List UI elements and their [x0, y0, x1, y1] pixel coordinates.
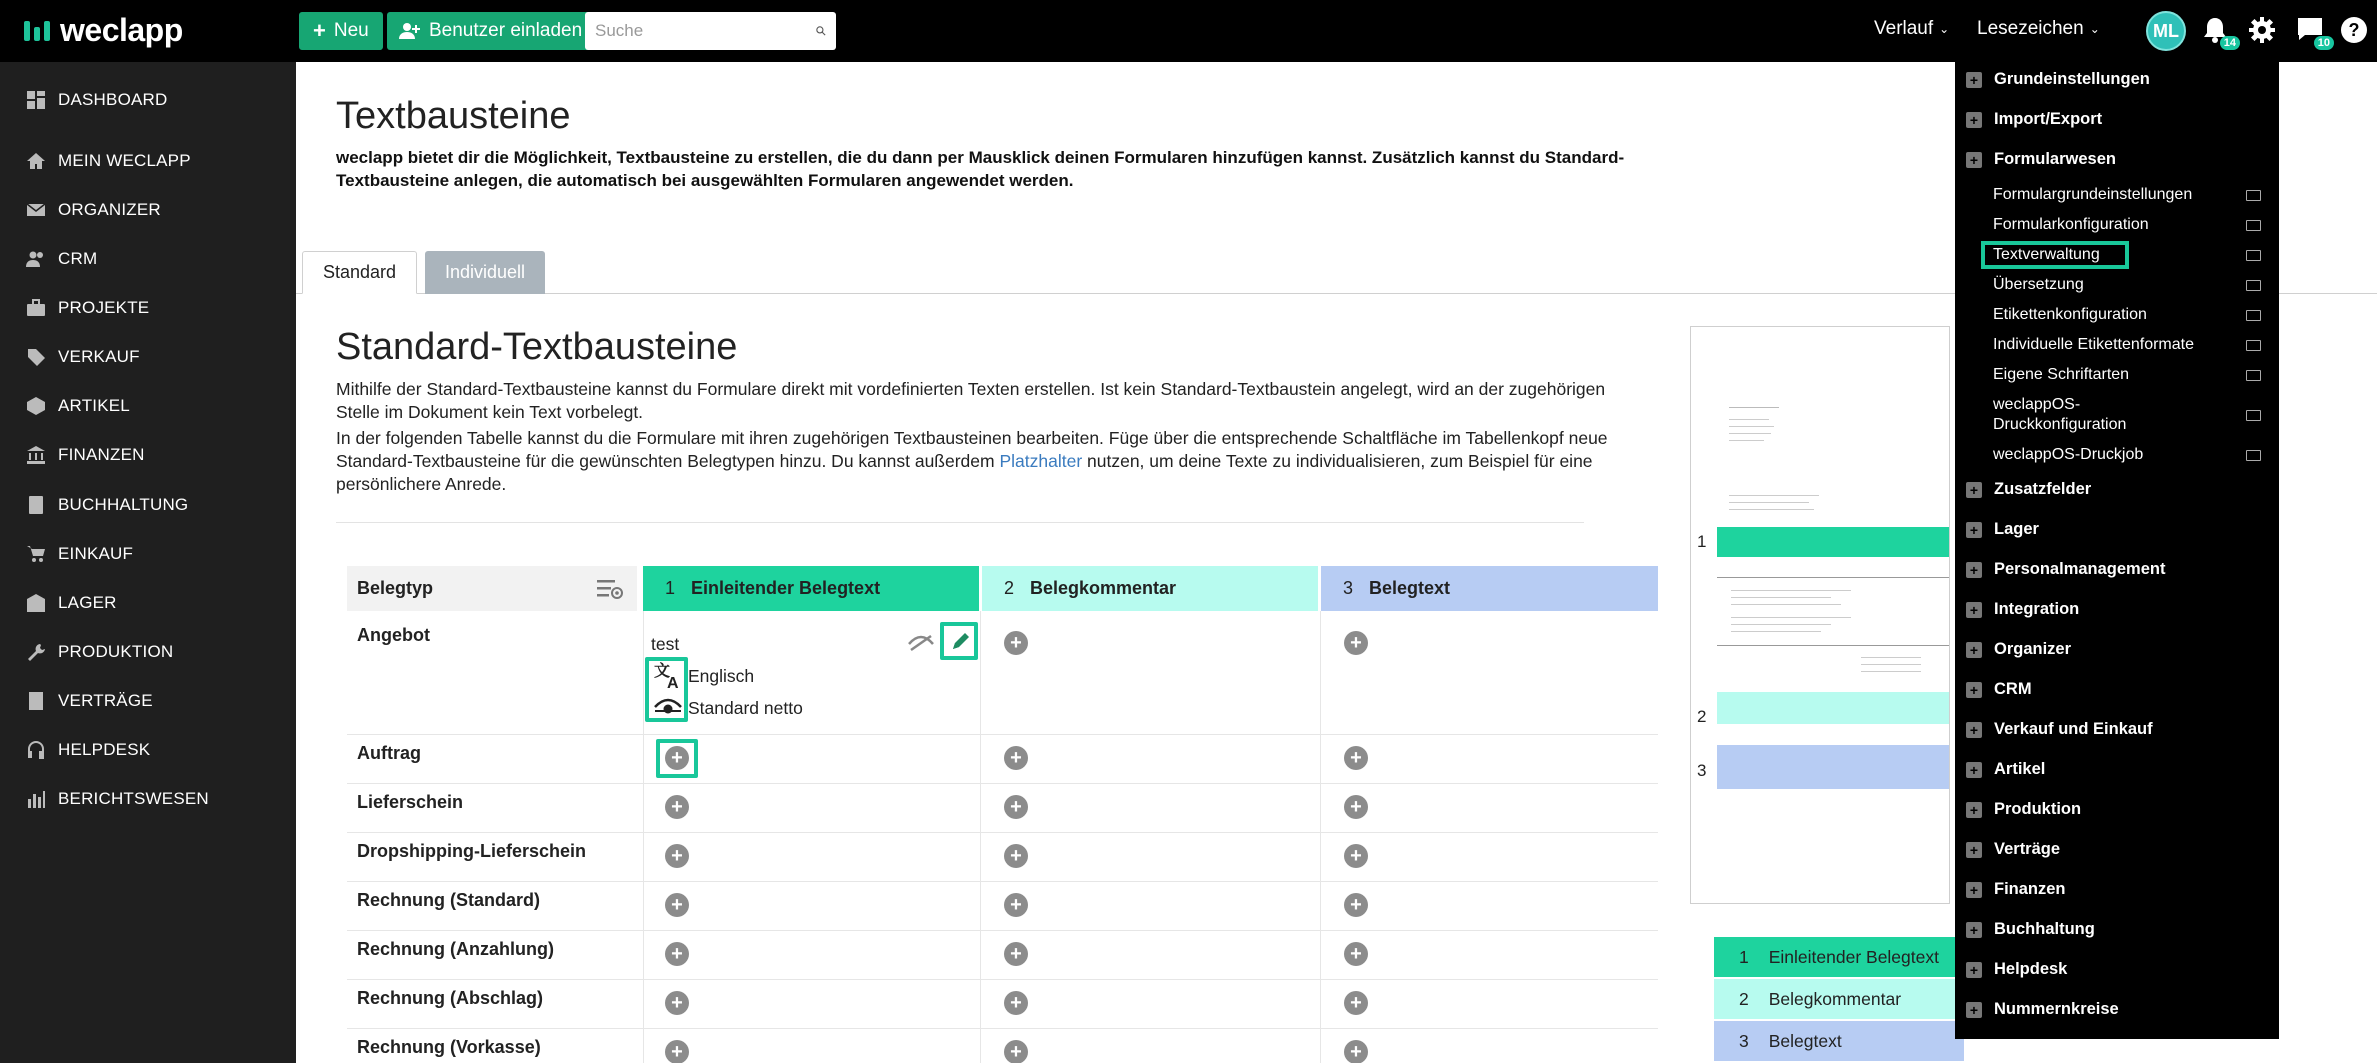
folder-icon[interactable] — [2246, 220, 2261, 231]
add-text-block-button[interactable]: + — [1004, 844, 1028, 868]
briefcase-icon — [26, 298, 46, 318]
expand-icon: + — [1966, 642, 1982, 658]
expand-icon: + — [1966, 72, 1982, 88]
chevron-down-icon: ⌄ — [1939, 22, 1950, 36]
home-icon — [26, 151, 46, 171]
column-number: 2 — [1004, 578, 1015, 598]
expand-icon: + — [1966, 922, 1982, 938]
row-label-rechnung-anzahlung-: Rechnung (Anzahlung) — [357, 939, 554, 959]
column-header-einleitender-belegtext[interactable] — [643, 566, 979, 611]
menu-group-produktion[interactable] — [1966, 800, 2081, 819]
history-label: Verlauf — [1874, 18, 1934, 39]
menu-group-lager[interactable] — [1966, 520, 2039, 539]
sidebar-item-label: ARTIKEL — [58, 396, 130, 415]
expand-icon: + — [1966, 882, 1982, 898]
folder-icon[interactable] — [2246, 250, 2261, 261]
belegtyp-header — [347, 566, 637, 611]
sidebar-item-label: VERKAUF — [58, 347, 140, 366]
sidebar-item-label: LAGER — [58, 593, 117, 612]
add-text-block-button[interactable]: + — [1004, 942, 1028, 966]
hide-icon[interactable] — [907, 632, 935, 652]
invite-user-label: Benutzer einladen — [429, 20, 583, 41]
add-text-block-button[interactable]: + — [1344, 795, 1368, 819]
search-box[interactable] — [585, 12, 836, 50]
column-label: Belegkommentar — [1030, 578, 1177, 598]
menu-group-finanzen[interactable] — [1966, 880, 2066, 899]
menu-group-label: CRM — [1994, 680, 2032, 698]
row-divider — [347, 734, 1658, 735]
sidebar-item-label: HELPDESK — [58, 740, 151, 759]
history-menu[interactable] — [1874, 18, 1949, 40]
intro-text: weclapp bietet dir die Möglichkeit, Textbausteine zu erstellen, die du dann per Mausklick deinen Formularen hinzufügen kannst. Zusätzlich kannst du Standard-Textbausteine anlegen, die automatisch bei ausgewählten Formularen angewendet werden. — [336, 148, 1625, 190]
menu-group-zusatzfelder[interactable] — [1966, 480, 2091, 499]
dashboard-icon — [26, 90, 46, 110]
logo-text: weclapp — [60, 12, 183, 48]
icon-highlight — [645, 657, 688, 722]
menu-group-integration[interactable] — [1966, 600, 2079, 619]
svg-text:A: A — [667, 675, 679, 690]
page-title: Textbausteine — [336, 95, 571, 137]
add-text-block-button[interactable]: + — [1004, 795, 1028, 819]
edit-highlight — [940, 622, 978, 660]
add-text-block-button[interactable]: + — [1004, 746, 1028, 770]
top-bar — [0, 0, 2377, 62]
column-divider — [643, 611, 644, 1063]
menu-group-label: Verträge — [1994, 840, 2061, 858]
expand-icon: + — [1966, 1002, 1982, 1018]
legend-number: 3 — [1739, 1030, 1749, 1051]
menu-item-übersetzung[interactable]: Übersetzung — [1993, 276, 2084, 293]
column-number: 1 — [665, 578, 676, 598]
tab-individuell[interactable]: Individuell — [425, 251, 545, 294]
wrench-icon — [26, 642, 46, 662]
menu-group-label: Artikel — [1994, 760, 2046, 778]
menu-group-label: Nummernkreise — [1994, 1000, 2119, 1018]
add-text-block-button[interactable]: + — [1344, 893, 1368, 917]
legend-label: Belegtext — [1768, 1030, 1842, 1051]
paragraph-text: In der folgenden Tabelle kannst du die Formulare mit ihren zugehörigen Textbausteinen bearbeiten. Füge über die entsprechende Schaltfläche im Tabellenkopf neue Standard-Textbausteine für die gewünschten Belegtypen hinzu. Du kannst außerdem — [336, 428, 1608, 471]
menu-group-label: Helpdesk — [1994, 960, 2068, 978]
row-label-rechnung-abschlag-: Rechnung (Abschlag) — [357, 988, 544, 1008]
column-number: 3 — [1343, 578, 1354, 598]
add-text-block-button[interactable]: + — [1004, 631, 1028, 655]
sidebar-item-crm[interactable] — [0, 239, 296, 279]
menu-group-label: Buchhaltung — [1994, 920, 2095, 938]
expand-icon: + — [1966, 522, 1982, 538]
menu-group-label: Formularwesen — [1994, 150, 2116, 168]
headset-icon — [26, 740, 46, 760]
angebot-language: Englisch — [688, 666, 755, 686]
folder-icon[interactable] — [2246, 280, 2261, 291]
column-label: Einleitender Belegtext — [691, 578, 881, 598]
preview-marker-3: 3 — [1697, 761, 1707, 780]
row-divider — [347, 979, 1658, 980]
sidebar-item-label: MEIN WECLAPP — [58, 151, 191, 170]
menu-group-formularwesen[interactable] — [1966, 150, 2116, 169]
sidebar-item-verkauf[interactable] — [0, 337, 296, 377]
sidebar-item-buchhaltung[interactable] — [0, 485, 296, 525]
menu-group-helpdesk[interactable] — [1966, 960, 2067, 979]
menu-group-import-export[interactable] — [1966, 110, 2102, 129]
sidebar-item-label: ORGANIZER — [58, 200, 161, 219]
row-divider — [347, 881, 1658, 882]
paragraph-text: nutzen, um deine Texte zu individualisieren, zum Beispiel für eine persönlichere Anrede. — [336, 451, 1593, 494]
divider — [336, 522, 1584, 523]
sidebar-item-produktion[interactable] — [0, 632, 296, 672]
menu-group-buchhaltung[interactable] — [1966, 920, 2095, 939]
notifications-button[interactable] — [2202, 16, 2236, 49]
menu-item-weclappos-druckkonfiguration[interactable]: weclappOS-Druckkonfiguration — [1993, 396, 2127, 433]
bookmarks-menu[interactable] — [1977, 18, 2100, 40]
sidebar-item-label: BUCHHALTUNG — [58, 495, 189, 514]
settings-button[interactable] — [2248, 16, 2278, 46]
sidebar-item-label: DASHBOARD — [58, 90, 168, 109]
menu-group-label: Produktion — [1994, 800, 2082, 818]
sidebar-item-lager[interactable] — [0, 583, 296, 623]
weclapp-logo[interactable] — [24, 12, 183, 49]
description-paragraph-2 — [336, 427, 1646, 496]
sidebar-item-einkauf[interactable] — [0, 534, 296, 574]
folder-icon[interactable] — [2246, 340, 2261, 351]
row-divider — [347, 783, 1658, 784]
expand-icon: + — [1966, 562, 1982, 578]
legend-label: Einleitender Belegtext — [1768, 946, 1939, 967]
sidebar-item-helpdesk[interactable] — [0, 730, 296, 770]
menu-group-label: Organizer — [1994, 640, 2072, 658]
invite-user-button[interactable] — [387, 12, 594, 50]
add-user-icon — [399, 22, 421, 40]
add-text-block-button[interactable]: + — [665, 942, 689, 966]
avatar-initials: ML — [2153, 20, 2179, 41]
row-divider — [347, 1028, 1658, 1029]
user-avatar[interactable] — [2146, 11, 2186, 51]
menu-group-label: Grundeinstellungen — [1994, 70, 2150, 88]
contract-icon — [26, 691, 46, 711]
add-text-block-button[interactable]: + — [665, 893, 689, 917]
expand-icon: + — [1966, 762, 1982, 778]
menu-group-verkauf-und-einkauf[interactable] — [1966, 720, 2153, 739]
folder-icon[interactable] — [2246, 190, 2261, 201]
search-input[interactable] — [595, 21, 816, 41]
mail-icon — [26, 200, 46, 220]
legend-number: 2 — [1739, 988, 1749, 1009]
sidebar-item-label: BERICHTSWESEN — [58, 789, 209, 808]
users-icon — [26, 249, 46, 269]
menu-group-label: Verkauf und Einkauf — [1994, 720, 2153, 738]
expand-icon: + — [1966, 802, 1982, 818]
sidebar-item-label: PRODUKTION — [58, 642, 174, 661]
menu-group-verträge[interactable] — [1966, 840, 2060, 859]
row-divider — [347, 930, 1658, 931]
preview-marker-1: 1 — [1697, 532, 1707, 551]
angebot-preset: Standard netto — [688, 698, 803, 718]
menu-item-formularkonfiguration[interactable]: Formularkonfiguration — [1993, 216, 2149, 233]
sidebar-item-label: CRM — [58, 249, 98, 268]
row-label-lieferschein: Lieferschein — [357, 792, 464, 812]
column-label: Belegtext — [1369, 578, 1451, 598]
svg-text:文: 文 — [654, 663, 671, 680]
legend-item-3 — [1714, 1021, 1964, 1061]
plus-icon: + — [313, 18, 326, 43]
menu-group-label: Finanzen — [1994, 880, 2066, 898]
search-icon[interactable] — [816, 22, 826, 40]
menu-item-formulargrundeinstellungen[interactable]: Formulargrundeinstellungen — [1993, 186, 2193, 203]
menu-group-nummernkreise[interactable] — [1966, 1000, 2119, 1019]
section-title: Standard-Textbausteine — [336, 326, 738, 368]
folder-icon[interactable] — [2246, 310, 2261, 321]
add-highlight — [656, 739, 698, 778]
menu-group-label: Lager — [1994, 520, 2039, 538]
bookmarks-label: Lesezeichen — [1977, 18, 2084, 39]
add-text-block-button[interactable]: + — [1344, 746, 1368, 770]
add-text-block-button[interactable]: + — [1004, 1040, 1028, 1063]
help-button[interactable] — [2340, 16, 2370, 46]
column-header-belegtext[interactable] — [1321, 566, 1658, 611]
expand-icon: + — [1966, 602, 1982, 618]
expand-icon: + — [1966, 682, 1982, 698]
menu-item-weclappos-druckjob[interactable]: weclappOS-Druckjob — [1993, 446, 2144, 463]
sidebar-item-label: PROJEKTE — [58, 298, 150, 317]
menu-group-label: Zusatzfelder — [1994, 480, 2092, 498]
add-text-block-button[interactable]: + — [1344, 1040, 1368, 1063]
sidebar-item-berichtswesen[interactable] — [0, 779, 296, 819]
textverwaltung-highlight — [1981, 241, 2129, 269]
menu-group-grundeinstellungen[interactable] — [1966, 70, 2150, 89]
menu-item-individuelle-etikettenformate[interactable]: Individuelle Etikettenformate — [1993, 336, 2194, 353]
add-text-block-button[interactable]: + — [665, 746, 689, 770]
sidebar-item-verträge[interactable] — [0, 681, 296, 721]
sidebar-item-dashboard[interactable] — [0, 80, 296, 120]
legend-number: 1 — [1739, 946, 1749, 967]
row-label-dropshipping-lieferschein: Dropshipping-Lieferschein — [357, 841, 587, 861]
description-paragraph-1: Mithilfe der Standard-Textbausteine kannst du Formulare direkt mit vordefinierten Texten erstellen. Ist kein Standard-Textbaustein angelegt, wird an der zugehörigen Stelle im Dokument kein Text vorbelegt. — [336, 379, 1606, 422]
chevron-down-icon: ⌄ — [2089, 22, 2100, 36]
filter-settings-icon[interactable] — [597, 578, 623, 600]
expand-icon: + — [1966, 842, 1982, 858]
cart-icon — [26, 544, 46, 564]
add-text-block-button[interactable]: + — [665, 795, 689, 819]
tab-standard[interactable]: Standard — [302, 251, 417, 294]
sidebar-item-finanzen[interactable] — [0, 435, 296, 475]
warehouse-icon — [26, 593, 46, 613]
legend-label: Belegkommentar — [1768, 988, 1902, 1009]
sidebar-item-label: VERTRÄGE — [58, 691, 153, 710]
menu-group-crm[interactable] — [1966, 680, 2032, 699]
column-divider — [980, 611, 981, 1063]
legend-item-2 — [1714, 979, 1964, 1019]
menu-group-label: Import/Export — [1994, 110, 2103, 128]
folder-icon[interactable] — [2246, 410, 2261, 421]
sidebar-item-projekte[interactable] — [0, 288, 296, 328]
gear-icon — [2248, 16, 2276, 44]
add-text-block-button[interactable]: + — [665, 1040, 689, 1063]
new-button[interactable] — [299, 12, 383, 50]
messages-badge: 10 — [2314, 36, 2334, 50]
menu-group-label: Personalmanagement — [1994, 560, 2166, 578]
menu-group-personalmanagement[interactable] — [1966, 560, 2165, 579]
column-header-belegkommentar[interactable] — [982, 566, 1318, 611]
messages-button[interactable] — [2296, 16, 2330, 49]
menu-item-eigene-schriftarten[interactable]: Eigene Schriftarten — [1993, 366, 2130, 383]
placeholder-link[interactable]: Platzhalter — [999, 451, 1083, 471]
tag-icon — [26, 347, 46, 367]
notifications-badge: 14 — [2220, 36, 2240, 50]
logo-icon — [24, 21, 50, 41]
expand-icon: + — [1966, 962, 1982, 978]
row-label-auftrag: Auftrag — [357, 743, 421, 763]
menu-group-label: Integration — [1994, 600, 2080, 618]
row-divider — [347, 832, 1658, 833]
legend-item-1 — [1714, 937, 1964, 977]
expand-icon: + — [1966, 722, 1982, 738]
sidebar-item-label: FINANZEN — [58, 445, 145, 464]
box-icon — [26, 396, 46, 416]
preview-marker-2: 2 — [1697, 707, 1707, 726]
sidebar-item-organizer[interactable] — [0, 190, 296, 230]
expand-icon: + — [1966, 482, 1982, 498]
sidebar-item-mein-weclapp[interactable] — [0, 141, 296, 181]
bank-icon — [26, 445, 46, 465]
calculator-icon — [26, 495, 46, 515]
column-divider — [1320, 611, 1321, 1063]
add-text-block-button[interactable]: + — [1004, 991, 1028, 1015]
add-text-block-button[interactable]: + — [1344, 942, 1368, 966]
sidebar-item-artikel[interactable] — [0, 386, 296, 426]
row-label-rechnung-standard-: Rechnung (Standard) — [357, 890, 540, 910]
row-label-angebot: Angebot — [357, 625, 430, 645]
sidebar-item-label: EINKAUF — [58, 544, 134, 563]
row-label-rechnung-vorkasse-: Rechnung (Vorkasse) — [357, 1037, 541, 1057]
folder-icon[interactable] — [2246, 370, 2261, 381]
document-preview — [1690, 326, 1950, 904]
folder-icon[interactable] — [2246, 450, 2261, 461]
belegtyp-header-label: Belegtyp — [357, 578, 434, 598]
menu-item-etikettenkonfiguration[interactable]: Etikettenkonfiguration — [1993, 306, 2147, 323]
add-text-block-button[interactable]: + — [665, 844, 689, 868]
add-text-block-button[interactable]: + — [1004, 893, 1028, 917]
svg-text:?: ? — [2348, 20, 2360, 40]
add-text-block-button[interactable]: + — [1344, 991, 1368, 1015]
expand-icon: + — [1966, 112, 1982, 128]
menu-group-organizer[interactable] — [1966, 640, 2071, 659]
angebot-text-value: test — [651, 634, 680, 654]
help-icon — [2340, 16, 2368, 44]
add-text-block-button[interactable]: + — [1344, 844, 1368, 868]
new-button-label: Neu — [333, 20, 369, 41]
expand-icon: + — [1966, 152, 1982, 168]
menu-group-artikel[interactable] — [1966, 760, 2045, 779]
add-text-block-button[interactable]: + — [1344, 631, 1368, 655]
add-text-block-button[interactable]: + — [665, 991, 689, 1015]
menu-item-textverwaltung[interactable]: Textverwaltung — [1993, 246, 2100, 263]
chart-icon — [26, 789, 46, 809]
